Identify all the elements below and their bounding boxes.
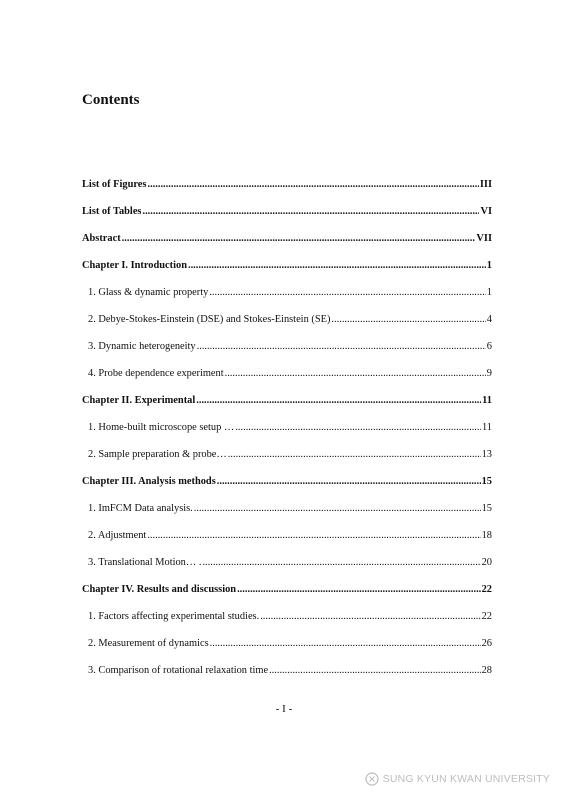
toc-entry-title: 3. Comparison of rotational relaxation time xyxy=(88,665,269,676)
toc-entry-page: 1 xyxy=(486,260,492,271)
toc-entry-page: 9 xyxy=(486,368,492,379)
toc-chapter-entry xyxy=(82,476,492,503)
toc-dot-leader xyxy=(202,557,480,568)
toc-entry-title: List of Figures xyxy=(82,179,147,190)
toc-chapter-entry xyxy=(82,179,492,206)
toc-entry-page: 4 xyxy=(486,314,492,325)
toc-entry-title: 3. Dynamic heterogeneity xyxy=(88,341,196,352)
toc-entry-title: List of Tables xyxy=(82,206,142,217)
toc-chapter-entry xyxy=(82,233,492,260)
toc-section-entry xyxy=(82,530,492,557)
toc-chapter-entry xyxy=(82,206,492,233)
toc-dot-leader xyxy=(142,206,479,217)
toc-entry-page: 22 xyxy=(481,584,492,595)
toc-dot-leader xyxy=(197,341,486,352)
toc-entry-page: 26 xyxy=(481,638,492,649)
toc-section-entry xyxy=(82,314,492,341)
toc-entry-title: 2. Measurement of dynamics xyxy=(88,638,209,649)
toc-dot-leader xyxy=(188,260,486,271)
toc-dot-leader xyxy=(209,287,485,298)
toc-entry-page: 1 xyxy=(486,287,492,298)
toc-chapter-entry xyxy=(82,260,492,287)
toc-section-entry xyxy=(82,503,492,530)
toc-entry-page: 22 xyxy=(481,611,492,622)
toc-entry-page: VII xyxy=(476,233,492,244)
toc-entry-title: 3. Translational Motion… . xyxy=(88,557,202,568)
toc-entry-title: 1. Glass & dynamic property xyxy=(88,287,209,298)
toc-dot-leader xyxy=(147,179,478,190)
toc-entry-title: 2. Sample preparation & probe… xyxy=(88,449,227,460)
toc-dot-leader xyxy=(225,368,486,379)
toc-section-entry xyxy=(82,611,492,638)
toc-section-entry xyxy=(82,638,492,665)
page-number: - I - xyxy=(275,703,293,715)
toc-entry-page: 15 xyxy=(481,476,492,487)
page-title: Contents xyxy=(82,92,140,108)
toc-entry-title: 2. Adjustment xyxy=(88,530,147,541)
toc-entry-title: 1. Factors affecting experimental studies. xyxy=(88,611,260,622)
toc-chapter-entry xyxy=(82,395,492,422)
toc-entry-title: 1. ImFCM Data analysis. xyxy=(88,503,193,514)
toc-dot-leader xyxy=(228,449,481,460)
toc-dot-leader xyxy=(210,638,481,649)
toc-entry-title: 4. Probe dependence experiment xyxy=(88,368,224,379)
toc-section-entry xyxy=(82,665,492,692)
table-of-contents xyxy=(82,179,492,692)
toc-entry-page: 11 xyxy=(482,395,492,406)
toc-entry-page: 6 xyxy=(486,341,492,352)
toc-section-entry xyxy=(82,422,492,449)
toc-dot-leader xyxy=(122,233,476,244)
toc-section-entry xyxy=(82,368,492,395)
toc-entry-page: III xyxy=(479,179,492,190)
toc-chapter-entry xyxy=(82,584,492,611)
toc-dot-leader xyxy=(194,503,481,514)
watermark-text: SUNG KYUN KWAN UNIVERSITY xyxy=(382,773,550,785)
toc-entry-page: 28 xyxy=(481,665,492,676)
toc-dot-leader xyxy=(331,314,485,325)
toc-dot-leader xyxy=(217,476,481,487)
toc-entry-page: 18 xyxy=(481,530,492,541)
toc-dot-leader xyxy=(269,665,481,676)
toc-entry-title: Chapter IV. Results and discussion xyxy=(82,584,237,595)
toc-entry-page: 11 xyxy=(481,422,492,433)
toc-dot-leader xyxy=(147,530,480,541)
toc-entry-title: Chapter III. Analysis methods xyxy=(82,476,216,487)
toc-dot-leader xyxy=(260,611,480,622)
toc-section-entry xyxy=(82,341,492,368)
toc-dot-leader xyxy=(196,395,481,406)
toc-entry-title: Chapter II. Experimental xyxy=(82,395,196,406)
toc-entry-title: Chapter I. Introduction xyxy=(82,260,187,271)
university-logo-icon xyxy=(365,772,379,786)
toc-entry-page: 13 xyxy=(481,449,492,460)
university-watermark xyxy=(365,772,550,786)
toc-section-entry xyxy=(82,287,492,314)
toc-entry-page: 20 xyxy=(481,557,492,568)
toc-entry-title: 1. Home-built microscope setup … xyxy=(88,422,235,433)
toc-entry-title: Abstract xyxy=(82,233,121,244)
toc-section-entry xyxy=(82,557,492,584)
toc-entry-title: 2. Debye-Stokes-Einstein (DSE) and Stokes-Einstein (SE) xyxy=(88,314,331,325)
toc-entry-page: 15 xyxy=(481,503,492,514)
toc-dot-leader xyxy=(237,584,481,595)
toc-dot-leader xyxy=(235,422,481,433)
toc-section-entry xyxy=(82,449,492,476)
toc-entry-page: VI xyxy=(480,206,492,217)
